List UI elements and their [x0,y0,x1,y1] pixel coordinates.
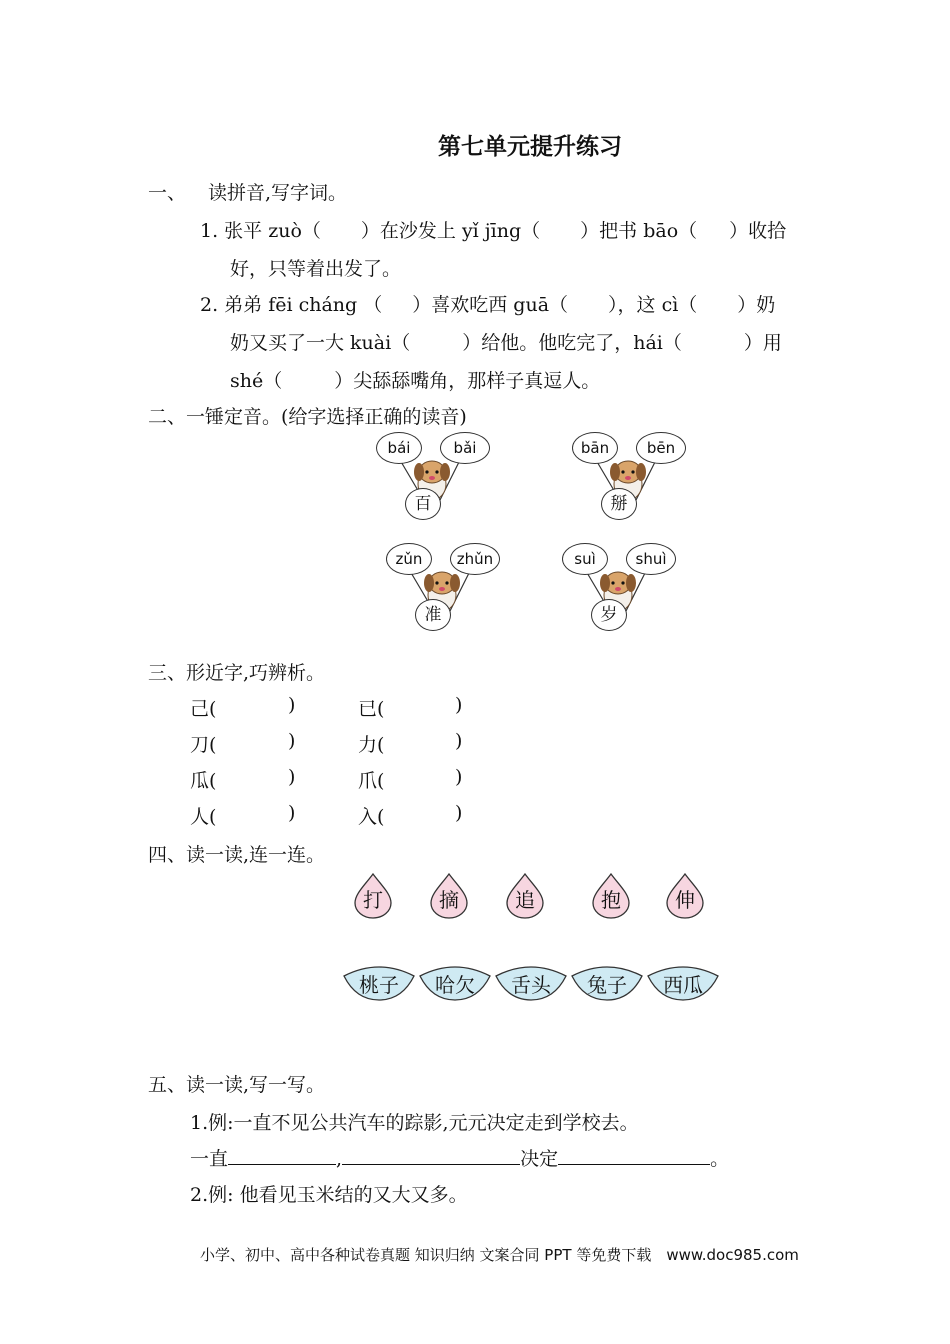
dog-group-1 [376,432,488,520]
section-1-number: 一、 [148,182,187,204]
leaf-word: 桃子 [359,973,399,997]
dog-group-4 [562,543,674,631]
pinyin-option-left: bān [572,432,618,464]
q1-line-1 [200,216,786,243]
q2-text-d: ）奶 [737,294,776,316]
drop-character: 抱 [601,888,621,912]
leaf-item[interactable] [494,962,568,1002]
leaf-word: 哈欠 [435,973,475,997]
answer-blank-1[interactable] [228,1146,336,1165]
row-1-char-b: 已( [358,698,385,720]
q1-text-a: 1. 张平 zuò（ [200,220,321,242]
drop-item[interactable] [504,872,546,920]
target-character: 岁 [591,599,627,631]
example-1: 1.例:一直不见公共汽车的踪影,元元决定走到学校去。 [190,1112,639,1134]
drop-character: 追 [515,888,535,912]
q2-line-1 [200,290,775,317]
page-title: 第七单元提升练习 [438,133,622,160]
pinyin-option-left: zǔn [386,543,432,575]
row-3-char-a-close: ) [288,766,296,788]
drop-character: 摘 [439,888,459,912]
section-4-heading: 四、读一读,连一连。 [148,844,326,866]
q1-text-c: ）把书 bāo（ [580,220,698,242]
q2-text-e: 奶又买了一大 kuài（ [230,332,411,354]
row-4-char-b-close: ) [455,802,463,824]
section-2-heading: 二、一锤定音。(给字选择正确的读音) [148,406,467,428]
q2-text-c: ），这 cì（ [608,294,698,316]
drop-character: 打 [363,888,383,912]
footer-ad: 小学、初中、高中各种试卷真题 知识归纳 文案合同 PPT 等免费下载 www.doc985.com [200,1246,799,1264]
row-4-char-a: 人( [190,806,217,828]
row-2-char-a: 刀( [190,734,217,756]
row-2-char-a-close: ) [288,730,296,752]
pinyin-option-right: zhǔn [450,543,500,575]
target-character: 准 [415,599,451,631]
leaf-item[interactable] [570,962,644,1002]
q1-text-d: ）收拾 [729,220,787,242]
row-4-char-b: 入( [358,806,385,828]
target-character: 掰 [601,488,637,520]
row-1-char-a-close: ) [288,694,296,716]
pinyin-option-left: bái [376,432,422,464]
leaf-word: 舌头 [511,973,551,997]
leaf-word: 兔子 [587,973,627,997]
q2-text-f: ）给他。他吃完了，hái（ [462,332,682,354]
answer-blank-2[interactable] [342,1146,520,1165]
leaf-item[interactable] [342,962,416,1002]
dog-group-3 [386,543,498,631]
drop-item[interactable] [352,872,394,920]
pinyin-option-left: suì [562,543,608,575]
q2-text-a: 2. 弟弟 fēi cháng （ [200,294,383,316]
drop-item[interactable] [590,872,632,920]
section-1-title: 读拼音,写字词。 [208,182,348,204]
leaf-item[interactable] [646,962,720,1002]
q2-text-b: ）喜欢吃西 guā（ [412,294,569,316]
leaf-word: 西瓜 [663,973,703,997]
fill-text-c: 决定 [520,1148,559,1170]
fill-text-b: , [336,1148,343,1170]
fill-text-d: 。 [710,1148,730,1170]
drop-character: 伸 [675,888,695,912]
drop-item[interactable] [428,872,470,920]
target-character: 百 [405,488,441,520]
row-2-char-b: 力( [358,734,385,756]
section-1-heading [148,178,347,205]
leaf-item[interactable] [418,962,492,1002]
example-2: 2.例: 他看见玉米结的又大又多。 [190,1184,468,1206]
q2-text-g: ）用 [743,332,782,354]
q2-text-h: shé（ [230,370,283,392]
section-5-heading: 五、读一读,写一写。 [148,1074,326,1096]
row-4-char-a-close: ) [288,802,296,824]
pinyin-option-right: shuì [626,543,676,575]
section-3-heading: 三、形近字,巧辨析。 [148,662,326,684]
q1-line-2: 好，只等着出发了。 [230,258,402,280]
drop-item[interactable] [664,872,706,920]
row-3-char-b-close: ) [455,766,463,788]
q1-text-b: ）在沙发上 yǐ jīng（ [360,220,541,242]
row-1-char-a: 己( [190,698,217,720]
dog-group-2 [572,432,684,520]
fill-text-a: 一直 [190,1148,229,1170]
row-2-char-b-close: ) [455,730,463,752]
pinyin-option-right: bēn [636,432,686,464]
answer-blank-3[interactable] [558,1146,710,1165]
pinyin-option-right: bǎi [440,432,490,464]
row-3-char-b: 爪( [358,770,385,792]
row-1-char-b-close: ) [455,694,463,716]
q2-text-i: ）尖舔舔嘴角，那样子真逗人。 [334,370,601,392]
fill-in-line-1 [190,1144,729,1171]
q2-line-3 [230,366,600,393]
q2-line-2 [230,328,782,355]
row-3-char-a: 瓜( [190,770,217,792]
